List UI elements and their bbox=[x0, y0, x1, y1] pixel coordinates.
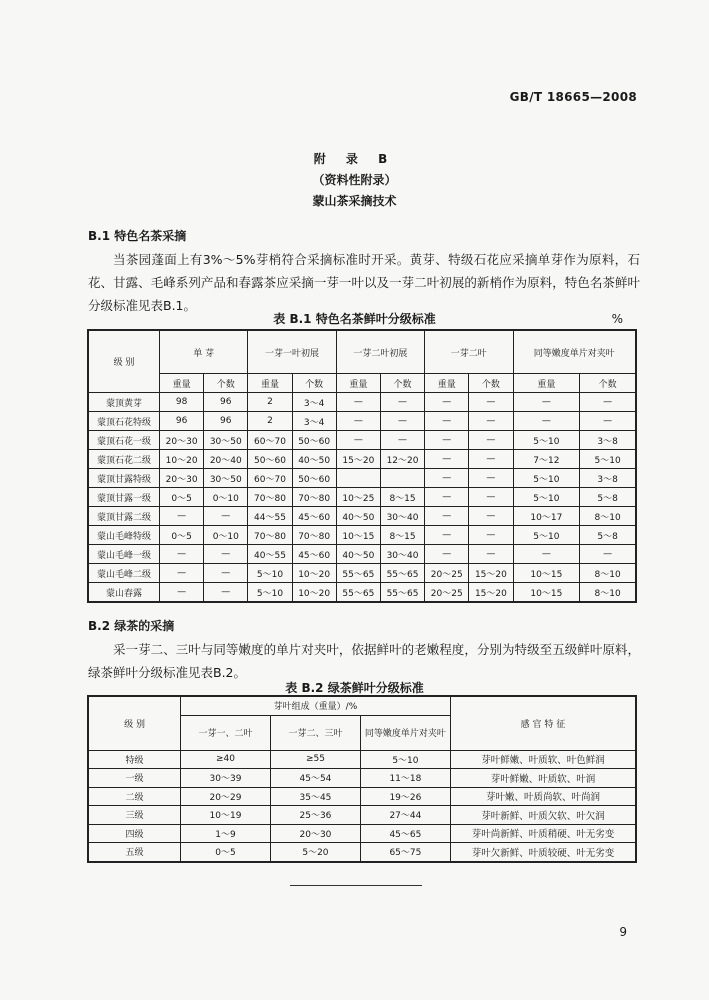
table-b1-unit: % bbox=[611, 312, 623, 326]
table-cell: 5～10 bbox=[513, 469, 580, 488]
table-cell: 44～55 bbox=[248, 507, 292, 526]
table-cell: ≥55 bbox=[270, 750, 360, 769]
table-cell: 40～50 bbox=[292, 450, 336, 469]
sub-header: 重量 bbox=[425, 374, 469, 393]
table-cell: — bbox=[204, 545, 248, 564]
table-cell: 55～65 bbox=[336, 583, 380, 603]
page-number: 9 bbox=[619, 925, 627, 939]
table-row bbox=[88, 507, 636, 526]
table-cell: 10～15 bbox=[336, 526, 380, 545]
table-cell: 45～65 bbox=[360, 824, 450, 843]
table-cell: 5～10 bbox=[248, 564, 292, 583]
table-cell: 5～8 bbox=[580, 488, 636, 507]
table-cell: — bbox=[336, 393, 380, 412]
row-level: 蒙山毛峰特级 bbox=[88, 526, 160, 545]
table-cell: — bbox=[204, 564, 248, 583]
table-cell: 8～15 bbox=[380, 526, 424, 545]
table-cell: 70～80 bbox=[248, 526, 292, 545]
row-level: 五级 bbox=[88, 843, 181, 862]
footer-line bbox=[290, 885, 422, 886]
table-cell: 27～44 bbox=[360, 806, 450, 825]
table-cell: 2 bbox=[248, 393, 292, 412]
table-cell: — bbox=[425, 469, 469, 488]
table-row bbox=[88, 750, 636, 769]
table-cell: 15～20 bbox=[469, 564, 513, 583]
table-cell: 10～25 bbox=[336, 488, 380, 507]
level-header: 级 别 bbox=[88, 330, 160, 393]
table-cell: — bbox=[380, 431, 424, 450]
table-cell: 3～8 bbox=[580, 431, 636, 450]
table-cell: 50～60 bbox=[292, 469, 336, 488]
table-cell: — bbox=[469, 450, 513, 469]
table-cell: — bbox=[336, 431, 380, 450]
table-cell: 30～40 bbox=[380, 507, 424, 526]
sensory-cell: 芽叶尚新鲜、叶质稍硬、叶无劣变 bbox=[450, 824, 636, 843]
table-cell: 40～50 bbox=[336, 545, 380, 564]
table-cell: 5～10 bbox=[513, 431, 580, 450]
table-cell: 30～50 bbox=[204, 431, 248, 450]
table-cell: — bbox=[425, 488, 469, 507]
sub-header: 重量 bbox=[513, 374, 580, 393]
table-cell: 3～4 bbox=[292, 393, 336, 412]
section-b1-paragraph: 当茶园蓬面上有3%～5%芽梢符合采摘标准时开采。黄芽、特级石花应采摘单芽作为原料，石花、甘露、毛峰系列产品和春露茶应采摘一芽一叶以及一芽二叶初展的新梢作为原料，特色名茶鲜叶分级标准见表B.1。 bbox=[88, 252, 640, 313]
sub-header: 个数 bbox=[380, 374, 424, 393]
table-cell: 55～65 bbox=[380, 564, 424, 583]
table-row bbox=[88, 431, 636, 450]
table-cell: — bbox=[160, 564, 204, 583]
table-cell: — bbox=[469, 469, 513, 488]
table-cell: 12～20 bbox=[380, 450, 424, 469]
table-cell: 10～17 bbox=[513, 507, 580, 526]
row-level: 一级 bbox=[88, 769, 181, 788]
table-cell: — bbox=[425, 412, 469, 431]
table-cell: — bbox=[425, 393, 469, 412]
section-b2-heading: B.2 绿茶的采摘 bbox=[88, 619, 175, 633]
table-cell: 50～60 bbox=[248, 450, 292, 469]
group-header: 一芽二叶初展 bbox=[336, 330, 424, 374]
table-cell: 8～10 bbox=[580, 583, 636, 603]
table-cell: — bbox=[425, 431, 469, 450]
table-cell: 70～80 bbox=[248, 488, 292, 507]
table-row bbox=[88, 583, 636, 603]
table-cell: 10～20 bbox=[292, 564, 336, 583]
row-level: 蒙山毛峰二级 bbox=[88, 564, 160, 583]
table-cell: 60～70 bbox=[248, 431, 292, 450]
group-header: 单 芽 bbox=[160, 330, 248, 374]
table-cell: — bbox=[425, 526, 469, 545]
sub-header: 重量 bbox=[248, 374, 292, 393]
table-cell: — bbox=[425, 507, 469, 526]
table-row bbox=[88, 412, 636, 431]
table-cell: 96 bbox=[204, 393, 248, 412]
table-cell: — bbox=[469, 545, 513, 564]
table-cell: 1～9 bbox=[181, 824, 271, 843]
sub-header: 个数 bbox=[204, 374, 248, 393]
sub-header: 重量 bbox=[160, 374, 204, 393]
table-cell: 10～15 bbox=[513, 564, 580, 583]
annex-type: （资料性附录） bbox=[312, 173, 397, 187]
table-cell: — bbox=[513, 545, 580, 564]
table-cell: 5～20 bbox=[270, 843, 360, 862]
table-cell: 25～36 bbox=[270, 806, 360, 825]
table-cell: — bbox=[580, 545, 636, 564]
table-cell: — bbox=[380, 412, 424, 431]
table-cell: 98 bbox=[160, 393, 204, 412]
table-cell: 20～29 bbox=[181, 787, 271, 806]
table-cell: 20～30 bbox=[160, 469, 204, 488]
table-row bbox=[88, 545, 636, 564]
table-cell: 30～40 bbox=[380, 545, 424, 564]
row-level: 三级 bbox=[88, 806, 181, 825]
table-cell: ≥40 bbox=[181, 750, 271, 769]
table-cell: 40～50 bbox=[336, 507, 380, 526]
table-cell: — bbox=[160, 545, 204, 564]
table-cell: 8～15 bbox=[380, 488, 424, 507]
table-row bbox=[88, 843, 636, 862]
table-cell: — bbox=[380, 393, 424, 412]
table-cell: 65～75 bbox=[360, 843, 450, 862]
section-b2-paragraph: 采一芽二、三叶与同等嫩度的单片对夹叶，依据鲜叶的老嫩程度，分别为特级至五级鲜叶原料，绿茶鲜叶分级标准见表B.2。 bbox=[88, 642, 640, 680]
table-cell: 0～5 bbox=[160, 488, 204, 507]
table-row bbox=[88, 488, 636, 507]
row-level: 蒙顶石花一级 bbox=[88, 431, 160, 450]
table-cell: — bbox=[469, 393, 513, 412]
annex-title: 蒙山茶采摘技术 bbox=[312, 194, 397, 208]
table-cell: 20～25 bbox=[425, 583, 469, 603]
group-header: 一芽一叶初展 bbox=[248, 330, 336, 374]
table-cell: 45～54 bbox=[270, 769, 360, 788]
table-cell: — bbox=[469, 488, 513, 507]
table-cell: — bbox=[336, 412, 380, 431]
table-cell bbox=[380, 469, 424, 488]
table-cell: 0～5 bbox=[181, 843, 271, 862]
table-cell: 40～55 bbox=[248, 545, 292, 564]
table-cell: 2 bbox=[248, 412, 292, 431]
table-cell: — bbox=[469, 412, 513, 431]
table-cell: 30～50 bbox=[204, 469, 248, 488]
table-cell: — bbox=[160, 507, 204, 526]
table-row bbox=[88, 824, 636, 843]
sensory-header: 感 官 特 征 bbox=[450, 696, 636, 750]
row-level: 二级 bbox=[88, 787, 181, 806]
table-cell: 50～60 bbox=[292, 431, 336, 450]
row-level: 特级 bbox=[88, 750, 181, 769]
table-cell: — bbox=[580, 412, 636, 431]
row-level: 蒙顶石花二级 bbox=[88, 450, 160, 469]
sub-header: 同等嫩度单片对夹叶 bbox=[360, 715, 450, 750]
table-cell: 15～20 bbox=[336, 450, 380, 469]
table-cell: 5～10 bbox=[580, 450, 636, 469]
level-header: 级 别 bbox=[88, 696, 181, 750]
table-cell: — bbox=[513, 393, 580, 412]
table-row bbox=[88, 787, 636, 806]
table-b1-title: 表 B.1 特色名茶鲜叶分级标准 bbox=[273, 312, 436, 326]
row-level: 蒙顶石花特级 bbox=[88, 412, 160, 431]
table-cell: — bbox=[160, 583, 204, 603]
table-cell: 20～30 bbox=[160, 431, 204, 450]
table-cell: 55～65 bbox=[336, 564, 380, 583]
table-cell: 3～4 bbox=[292, 412, 336, 431]
row-level: 蒙顶甘露一级 bbox=[88, 488, 160, 507]
section-b1-heading: B.1 特色名茶采摘 bbox=[88, 229, 187, 243]
table-b1 bbox=[87, 329, 637, 603]
table-cell: 0～5 bbox=[160, 526, 204, 545]
table-cell: — bbox=[204, 583, 248, 603]
table-row bbox=[88, 564, 636, 583]
table-cell: — bbox=[469, 507, 513, 526]
table-cell: — bbox=[513, 412, 580, 431]
sub-header: 重量 bbox=[336, 374, 380, 393]
table-cell: 60～70 bbox=[248, 469, 292, 488]
table-cell: 20～25 bbox=[425, 564, 469, 583]
composition-header: 芽叶组成（重量）/% bbox=[181, 696, 451, 715]
table-cell: 8～10 bbox=[580, 564, 636, 583]
table-cell: 45～60 bbox=[292, 545, 336, 564]
row-level: 蒙顶黄芽 bbox=[88, 393, 160, 412]
table-row bbox=[88, 806, 636, 825]
table-cell: 15～20 bbox=[469, 583, 513, 603]
row-level: 蒙顶甘露二级 bbox=[88, 507, 160, 526]
table-cell: 0～10 bbox=[204, 488, 248, 507]
table-cell: 7～12 bbox=[513, 450, 580, 469]
annex-label: 附 录 B bbox=[313, 152, 396, 166]
sub-header: 个数 bbox=[292, 374, 336, 393]
group-header: 同等嫩度单片对夹叶 bbox=[513, 330, 636, 374]
table-row bbox=[88, 450, 636, 469]
table-cell: 5～10 bbox=[513, 526, 580, 545]
table-cell: 0～10 bbox=[204, 526, 248, 545]
standard-code: GB/T 18665—2008 bbox=[509, 90, 637, 104]
row-level: 蒙山春露 bbox=[88, 583, 160, 603]
table-cell bbox=[336, 469, 380, 488]
table-row bbox=[88, 393, 636, 412]
group-header: 一芽二叶 bbox=[425, 330, 513, 374]
sub-header: 个数 bbox=[580, 374, 636, 393]
table-b2-title: 表 B.2 绿茶鲜叶分级标准 bbox=[285, 681, 424, 695]
table-cell: 70～80 bbox=[292, 526, 336, 545]
table-row bbox=[88, 526, 636, 545]
table-cell: 35～45 bbox=[270, 787, 360, 806]
table-cell: 70～80 bbox=[292, 488, 336, 507]
sub-header: 一芽二、三叶 bbox=[270, 715, 360, 750]
table-cell: 30～39 bbox=[181, 769, 271, 788]
row-level: 蒙顶甘露特级 bbox=[88, 469, 160, 488]
sensory-cell: 芽叶嫩、叶质尚软、叶尚润 bbox=[450, 787, 636, 806]
sensory-cell: 芽叶鲜嫩、叶质软、叶润 bbox=[450, 769, 636, 788]
table-cell: 96 bbox=[204, 412, 248, 431]
sensory-cell: 芽叶鲜嫩、叶质软、叶色鲜润 bbox=[450, 750, 636, 769]
table-cell: — bbox=[425, 545, 469, 564]
table-cell: 10～15 bbox=[513, 583, 580, 603]
table-cell: — bbox=[469, 526, 513, 545]
table-cell: 3～8 bbox=[580, 469, 636, 488]
table-cell: — bbox=[204, 507, 248, 526]
row-level: 蒙山毛峰一级 bbox=[88, 545, 160, 564]
table-cell: 10～20 bbox=[160, 450, 204, 469]
table-cell: 45～60 bbox=[292, 507, 336, 526]
table-cell: 5～10 bbox=[248, 583, 292, 603]
table-cell: — bbox=[469, 431, 513, 450]
sub-header: 一芽一、二叶 bbox=[181, 715, 271, 750]
sub-header: 个数 bbox=[469, 374, 513, 393]
table-cell: 8～10 bbox=[580, 507, 636, 526]
table-cell: 5～8 bbox=[580, 526, 636, 545]
table-cell: — bbox=[580, 393, 636, 412]
table-cell: 20～40 bbox=[204, 450, 248, 469]
sensory-cell: 芽叶新鲜、叶质欠软、叶欠润 bbox=[450, 806, 636, 825]
row-level: 四级 bbox=[88, 824, 181, 843]
table-cell: 20～30 bbox=[270, 824, 360, 843]
table-cell: 5～10 bbox=[360, 750, 450, 769]
table-cell: 10～20 bbox=[292, 583, 336, 603]
table-cell: — bbox=[425, 450, 469, 469]
table-row bbox=[88, 769, 636, 788]
sensory-cell: 芽叶欠新鲜、叶质较硬、叶无劣变 bbox=[450, 843, 636, 862]
table-cell: 55～65 bbox=[380, 583, 424, 603]
table-cell: 10～19 bbox=[181, 806, 271, 825]
table-b2 bbox=[87, 695, 637, 863]
table-cell: 11～18 bbox=[360, 769, 450, 788]
table-cell: 19～26 bbox=[360, 787, 450, 806]
table-row bbox=[88, 469, 636, 488]
table-cell: 96 bbox=[160, 412, 204, 431]
table-cell: 5～10 bbox=[513, 488, 580, 507]
